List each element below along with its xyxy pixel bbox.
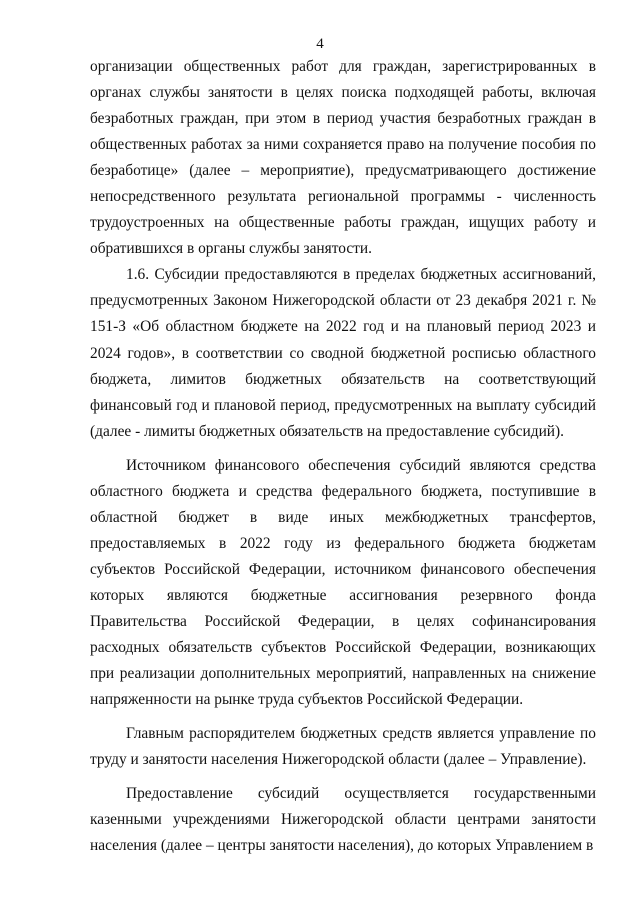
paragraph-gap <box>90 773 596 781</box>
page-number: 4 <box>316 36 324 52</box>
paragraph-funding-source: Источником финансового обеспечения субсидий являются средства областного бюджета и средства федерального бюджета, поступившие в областной бюджет в виде иных межбюджетных трансфертов, предоставляемых в 2022 году из федерального бюджета бюджетам субъектов Российской Федерации, источником финансового обеспечения которых являются бюджетные ассигнования резервного фонда Правительства Российской Федерации, в целях софинансирования расходных обязательств субъектов Российской Федерации, возникающих при реализации дополнительных мероприятий, направленных на снижение напряженности на рынке труда субъектов Российской Федерации. <box>90 456 596 709</box>
document-body <box>90 54 596 859</box>
paragraph-provision: Предоставление субсидий осуществляется государственными казенными учреждениями Нижегородской области центрами занятости населения (далее – центры занятости населения), до которых Управлением в <box>90 785 596 855</box>
paragraph-continuation: организации общественных работ для граждан, зарегистрированных в органах службы занятости в целях поиска подходящей работы, включая безработных граждан, при этом в период участия безработных граждан в общественных работах за ними сохраняется право на получение пособия по безработице» (далее – мероприятие), предусматривающего достижение непосредственного результата региональной программы - численность трудоустроенных на общественные работы граждан, ищущих работу и обратившихся в органы службы занятости. <box>90 58 596 258</box>
paragraph-1-6: 1.6. Субсидии предоставляются в пределах бюджетных ассигнований, предусмотренных Законом Нижегородской области от 23 декабря 2021 г. № 151-З «Об областном бюджете на 2022 год и на плановый период 2023 и 2024 годов», в соответствии со сводной бюджетной росписью областного бюджета, лимитов бюджетных обязательств на соответствующий финансовый год и плановой период, предусмотренных на выплату субсидий (далее - лимиты бюджетных обязательств на предоставление субсидий). <box>90 266 596 440</box>
paragraph-gap <box>90 445 596 453</box>
paragraph-gap <box>90 713 596 721</box>
paragraph-main-manager: Главным распорядителем бюджетных средств является управление по труду и занятости населения Нижегородской области (далее – Управление). <box>90 725 596 769</box>
